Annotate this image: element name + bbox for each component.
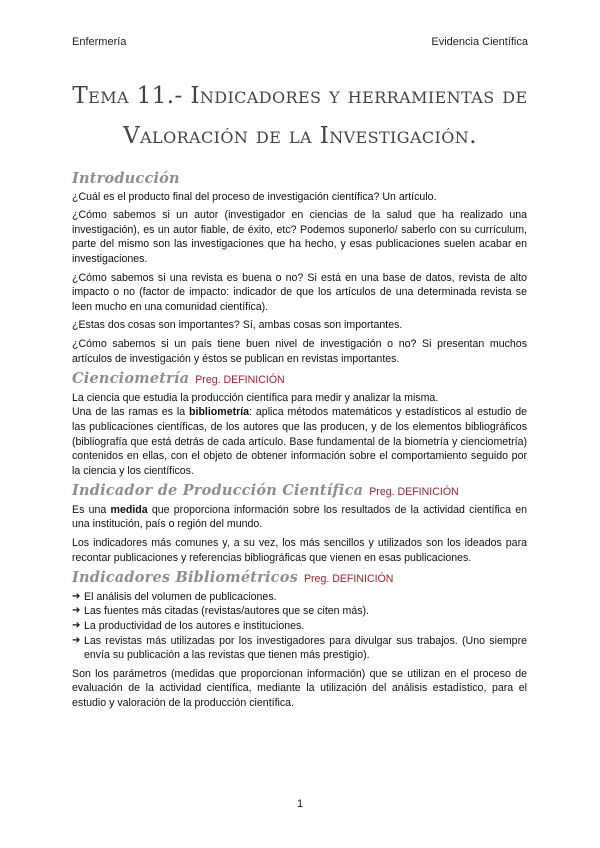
list-item-text: Las fuentes más citadas (revistas/autores que se citen más). <box>84 605 369 618</box>
list-item <box>72 619 527 634</box>
indicador-paragraph: Los indicadores más comunes y, a su vez, los más sencillos y utilizados son los ideados para recontar publicaciones y referencias bibliográficas que vienen en esas publicaciones. <box>72 537 527 564</box>
list-item-text: La productividad de los autores e instituciones. <box>84 620 305 633</box>
header-subject: Enfermería <box>72 36 127 48</box>
intro-paragraph: ¿Cuál es el producto final del proceso de investigación científica? Un artículo. <box>72 190 437 203</box>
list-item <box>72 590 527 605</box>
text-run: que proporciona información sobre los resultados de la actividad científica en una institución, país o región del mundo. <box>72 503 527 531</box>
cienciometria-definition: La ciencia que estudia la producción científica para medir y analizar la misma. <box>72 391 439 404</box>
list-item-text: El análisis del volumen de publicaciones. <box>84 590 277 603</box>
bibliometria-paragraph <box>72 405 527 478</box>
list-item <box>72 604 527 619</box>
indicador-heading: Indicador de Producción Científica <box>72 482 364 500</box>
indicador-definition <box>72 503 527 532</box>
intro-paragraph: ¿Cómo sabemos si un autor (investigador en ciencias de la salud que ha realizado una investigación), es un autor fiable, de éxito, etc? Podemos suponerlo/ saberlo con su currículum, parte del mismo son las investigaciones que ha hecho, y esas publicaciones suelen acabar en investigaciones. <box>72 209 527 265</box>
definition-tag: Preg. DEFINICIÓN <box>303 573 394 586</box>
intro-paragraph: ¿Estas dos cosas son importantes? Sí, ambas cosas son importantes. <box>72 319 403 332</box>
section-heading-cienciometria <box>72 372 527 388</box>
arrow-icon: ➔ <box>72 634 81 646</box>
text-run: Es una <box>72 503 111 516</box>
arrow-icon: ➔ <box>72 590 81 602</box>
arrow-icon: ➔ <box>72 620 81 632</box>
text-run: Una de las ramas es la <box>72 406 190 419</box>
bibliometricos-heading: Indicadores Bibliométricos <box>72 569 298 587</box>
bold-term: medida <box>110 503 148 516</box>
text-run: : aplica métodos matemáticos y estadísticos al estudio de las publicaciones científicas, de los autores que las producen, y de los elementos bibliográficos (bibliografía que está detrás de cada artículo. Base fundamental de la biometría y cienciometría) contenidos en ellas, con el objeto de obtener información sobre el comportamiento seguido por la ciencia y los científicos. <box>72 406 527 477</box>
intro-paragraph: ¿Cómo sabemos si un país tiene buen nivel de investigación o no? Si presentan muchos artículos de investigación y éstos se publican en revistas importantes. <box>72 337 527 365</box>
list-item <box>72 634 527 663</box>
section-heading-indicador <box>72 484 527 500</box>
page-number: 1 <box>296 798 304 810</box>
intro-heading: Introducción <box>72 170 180 187</box>
list-item-text: Las revistas más utilizadas por los investigadores para divulgar sus trabajos. (Uno siempre envía su publicación a las revistas que tienen más prestigio). <box>84 634 527 662</box>
section-heading-intro <box>72 172 527 187</box>
bullet-list <box>72 590 527 663</box>
page-title: Tema 11.- Indicadores y herramientas de Valoración de la Investigación. <box>72 83 528 149</box>
header-course: Evidencia Científica <box>431 36 528 48</box>
cienciometria-heading: Cienciometría <box>72 370 190 388</box>
section-heading-bibliometricos <box>72 571 527 587</box>
arrow-icon: ➔ <box>72 605 81 617</box>
definition-tag: Preg. DEFINICIÓN <box>195 374 285 387</box>
intro-paragraph: ¿Cómo sabemos si una revista es buena o no? Si está en una base de datos, revista de alto impacto o no (factor de impacto: indicador de que los artículos de una determinada revista se leen mucho en una comunidad científica). <box>72 271 527 313</box>
bibliometricos-closing: Son los parámetros (medidas que proporcionan información) que se utilizan en el proceso de evaluación de la actividad científica, mediante la utilización del análisis estadístico, para el estudio y valoración de la producción científica. <box>72 667 527 709</box>
bold-term: bibliometría <box>189 406 250 419</box>
definition-tag: Preg. DEFINICIÓN <box>369 486 459 499</box>
document-body <box>72 166 527 715</box>
